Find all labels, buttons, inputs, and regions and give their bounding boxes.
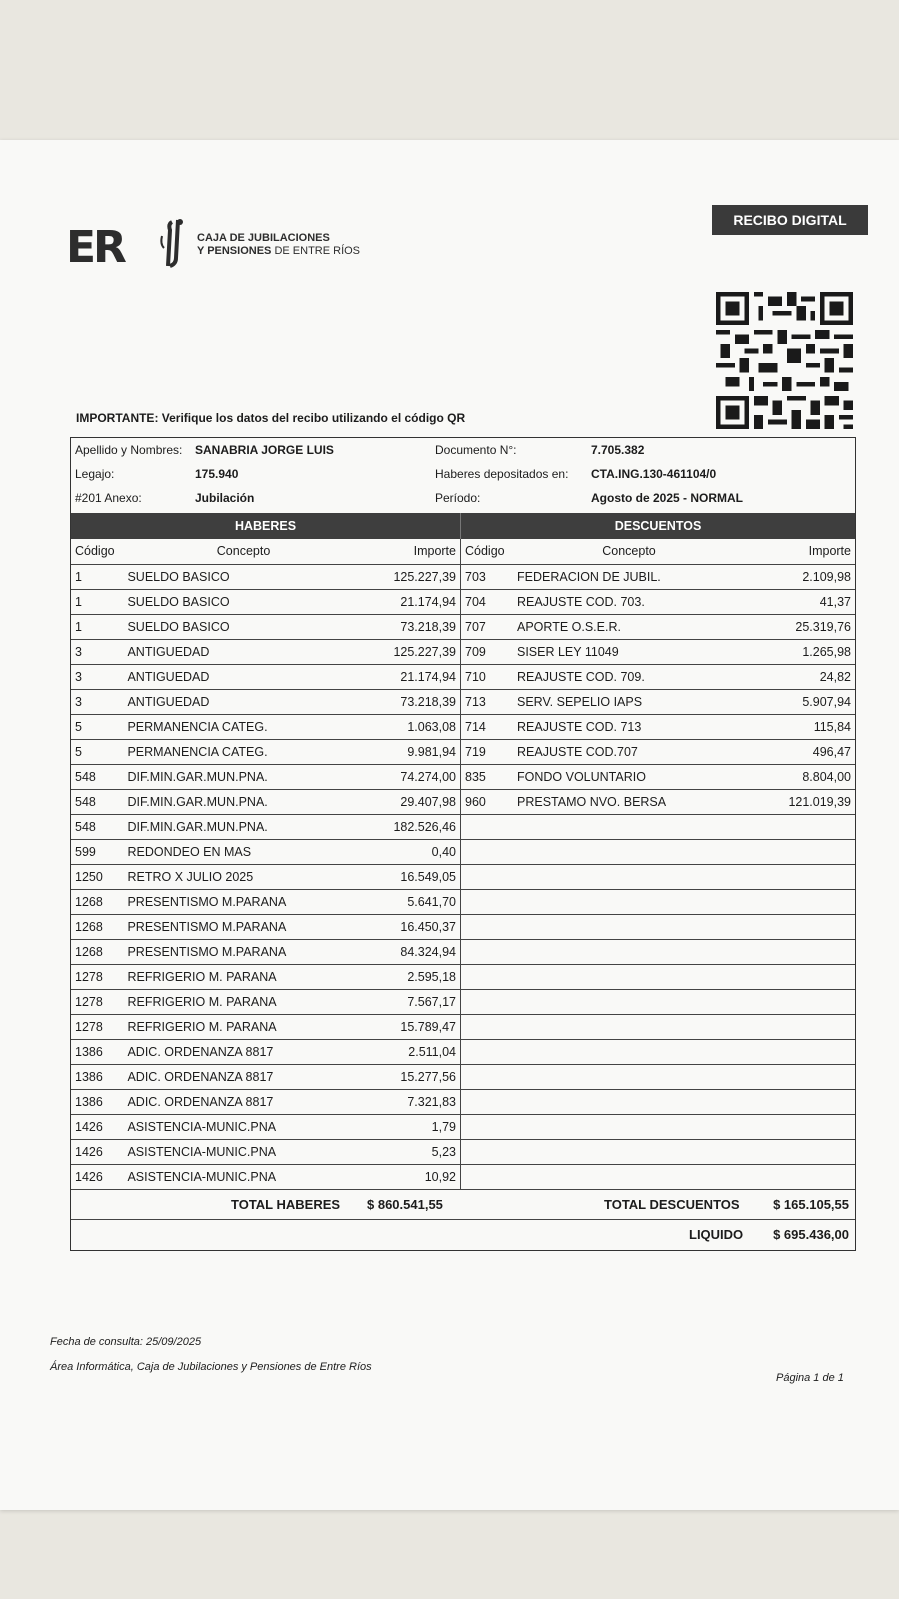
- descuentos-cell-codigo: [461, 1139, 513, 1164]
- descuentos-cell-concepto: [513, 839, 745, 864]
- descuentos-cell-codigo: 707: [461, 614, 513, 639]
- haberes-col-concepto: Concepto: [123, 539, 363, 564]
- descuentos-cell-importe: [745, 814, 855, 839]
- descuentos-row: [461, 939, 855, 964]
- haberes-cell-concepto: DIF.MIN.GAR.MUN.PNA.: [123, 764, 363, 789]
- descuentos-cell-concepto: PRESTAMO NVO. BERSA: [513, 789, 745, 814]
- descuentos-row: [461, 589, 855, 614]
- descuentos-row: [461, 1164, 855, 1189]
- important-notice: IMPORTANTE: Verifique los datos del recibo utilizando el código QR: [76, 411, 466, 425]
- descuentos-cell-concepto: [513, 1089, 745, 1114]
- descuentos-cell-importe: [745, 1014, 855, 1039]
- legajo-label: Legajo:: [75, 467, 115, 481]
- descuentos-cell-concepto: [513, 1164, 745, 1189]
- descuentos-cell-importe: [745, 1139, 855, 1164]
- descuentos-cell-codigo: [461, 839, 513, 864]
- er-logo: ER: [66, 222, 124, 273]
- descuentos-cell-importe: 8.804,00: [745, 764, 855, 789]
- haberes-cell-codigo: 5: [71, 739, 123, 764]
- descuentos-cell-concepto: REAJUSTE COD.707: [513, 739, 745, 764]
- haberes-row: [71, 689, 461, 714]
- haberes-cell-codigo: 1426: [71, 1139, 123, 1164]
- haberes-col-importe: Importe: [364, 539, 461, 564]
- haberes-row: [71, 814, 461, 839]
- haberes-cell-codigo: 1278: [71, 1014, 123, 1039]
- haberes-row: [71, 989, 461, 1014]
- fecha-consulta: Fecha de consulta: 25/09/2025: [50, 1336, 202, 1348]
- descuentos-cell-codigo: 710: [461, 664, 513, 689]
- haberes-cell-codigo: 5: [71, 714, 123, 739]
- haberes-cell-concepto: PRESENTISMO M.PARANA: [123, 939, 363, 964]
- haberes-cell-concepto: ANTIGUEDAD: [123, 689, 363, 714]
- haberes-cell-concepto: ANTIGUEDAD: [123, 639, 363, 664]
- haberes-cell-concepto: ASISTENCIA-MUNIC.PNA: [123, 1164, 363, 1189]
- descuentos-row: [461, 814, 855, 839]
- descuentos-cell-codigo: 704: [461, 589, 513, 614]
- descuentos-cell-importe: 2.109,98: [745, 564, 855, 589]
- haberes-table: [71, 539, 461, 1190]
- descuentos-cell-importe: 25.319,76: [745, 614, 855, 639]
- descuentos-cell-importe: 121.019,39: [745, 789, 855, 814]
- descuentos-row: [461, 564, 855, 589]
- haberes-cell-concepto: DIF.MIN.GAR.MUN.PNA.: [123, 789, 363, 814]
- descuentos-cell-importe: [745, 989, 855, 1014]
- descuentos-row: [461, 714, 855, 739]
- haberes-cell-codigo: 1250: [71, 864, 123, 889]
- descuentos-cell-concepto: [513, 989, 745, 1014]
- haberes-row: [71, 839, 461, 864]
- descuentos-cell-codigo: [461, 814, 513, 839]
- haberes-row: [71, 1114, 461, 1139]
- descuentos-cell-codigo: [461, 1014, 513, 1039]
- haberes-cell-concepto: PRESENTISMO M.PARANA: [123, 889, 363, 914]
- descuentos-cell-concepto: [513, 1139, 745, 1164]
- haberes-cell-concepto: REFRIGERIO M. PARANA: [123, 964, 363, 989]
- haberes-cell-importe: 1.063,08: [364, 714, 461, 739]
- haberes-cell-importe: 21.174,94: [364, 664, 461, 689]
- liquido-value: $ 695.436,00: [773, 1226, 849, 1242]
- haberes-cell-codigo: 548: [71, 764, 123, 789]
- descuentos-row: [461, 839, 855, 864]
- haberes-cell-concepto: PERMANENCIA CATEG.: [123, 714, 363, 739]
- haberes-cell-codigo: 1268: [71, 914, 123, 939]
- haberes-row: [71, 739, 461, 764]
- organization-name: CAJA DE JUBILACIONES Y PENSIONES DE ENTRE RÍOS: [197, 232, 361, 257]
- haberes-row: [71, 664, 461, 689]
- descuentos-cell-codigo: 719: [461, 739, 513, 764]
- haberes-cell-importe: 29.407,98: [364, 789, 461, 814]
- descuentos-row: [461, 739, 855, 764]
- descuentos-cell-importe: [745, 964, 855, 989]
- descuentos-cell-codigo: [461, 864, 513, 889]
- total-descuentos-value: $ 165.105,55: [773, 1196, 849, 1212]
- haberes-cell-importe: 7.321,83: [364, 1089, 461, 1114]
- totals-row: [71, 1190, 855, 1220]
- descuentos-cell-codigo: 835: [461, 764, 513, 789]
- descuentos-cell-concepto: FONDO VOLUNTARIO: [513, 764, 745, 789]
- haberes-row: [71, 614, 461, 639]
- periodo-label: Período:: [435, 491, 481, 505]
- haberes-cell-importe: 10,92: [364, 1164, 461, 1189]
- descuentos-row: [461, 764, 855, 789]
- total-haberes-label: TOTAL HABERES: [231, 1196, 341, 1212]
- haberes-cell-concepto: SUELDO BASICO: [123, 589, 363, 614]
- haberes-cell-concepto: ADIC. ORDENANZA 8817: [123, 1039, 363, 1064]
- descuentos-row: [461, 789, 855, 814]
- descuentos-cell-concepto: [513, 939, 745, 964]
- descuentos-col-concepto: Concepto: [513, 539, 745, 564]
- haberes-cell-importe: 74.274,00: [364, 764, 461, 789]
- haberes-cell-codigo: 548: [71, 814, 123, 839]
- anexo-value: Jubilación: [195, 491, 255, 505]
- descuentos-cell-concepto: REAJUSTE COD. 713: [513, 714, 745, 739]
- area-informatica: Área Informática, Caja de Jubilaciones y Pensiones de Entre Ríos: [50, 1361, 372, 1373]
- haberes-cell-importe: 182.526,46: [364, 814, 461, 839]
- haberes-cell-concepto: ASISTENCIA-MUNIC.PNA: [123, 1139, 363, 1164]
- haberes-cell-codigo: 1426: [71, 1114, 123, 1139]
- descuentos-col-importe: Importe: [745, 539, 855, 564]
- haberes-cell-concepto: ASISTENCIA-MUNIC.PNA: [123, 1114, 363, 1139]
- haberes-row: [71, 639, 461, 664]
- haberes-cell-codigo: 599: [71, 839, 123, 864]
- haberes-cell-importe: 16.450,37: [364, 914, 461, 939]
- descuentos-cell-importe: [745, 889, 855, 914]
- haberes-cell-concepto: REDONDEO EN MAS: [123, 839, 363, 864]
- descuentos-cell-concepto: [513, 914, 745, 939]
- descuentos-cell-importe: 115,84: [745, 714, 855, 739]
- descuentos-cell-concepto: APORTE O.S.E.R.: [513, 614, 745, 639]
- descuentos-row: [461, 614, 855, 639]
- descuentos-row: [461, 914, 855, 939]
- haberes-cell-codigo: 1278: [71, 964, 123, 989]
- total-haberes-value: $ 860.541,55: [367, 1196, 443, 1212]
- descuentos-row: [461, 964, 855, 989]
- haberes-header: HABERES: [71, 513, 461, 539]
- descuentos-cell-importe: [745, 1064, 855, 1089]
- haberes-cell-concepto: RETRO X JULIO 2025: [123, 864, 363, 889]
- haberes-cell-importe: 16.549,05: [364, 864, 461, 889]
- haberes-cell-codigo: 1268: [71, 889, 123, 914]
- descuentos-cell-codigo: 703: [461, 564, 513, 589]
- haberes-cell-concepto: PRESENTISMO M.PARANA: [123, 914, 363, 939]
- haberes-col-codigo: Código: [71, 539, 123, 564]
- haberes-cell-importe: 15.789,47: [364, 1014, 461, 1039]
- descuentos-cell-codigo: [461, 1039, 513, 1064]
- descuentos-cell-codigo: [461, 1089, 513, 1114]
- haberes-cell-importe: 73.218,39: [364, 689, 461, 714]
- descuentos-cell-codigo: [461, 914, 513, 939]
- haberes-cell-codigo: 1278: [71, 989, 123, 1014]
- descuentos-row: [461, 1039, 855, 1064]
- haberes-row: [71, 714, 461, 739]
- haberes-cell-importe: 5,23: [364, 1139, 461, 1164]
- haberes-row: [71, 864, 461, 889]
- haberes-cell-codigo: 548: [71, 789, 123, 814]
- descuentos-row: [461, 989, 855, 1014]
- haberes-cell-concepto: REFRIGERIO M. PARANA: [123, 989, 363, 1014]
- haberes-cell-codigo: 1: [71, 614, 123, 639]
- descuentos-table: [461, 539, 855, 1190]
- haberes-cell-concepto: ANTIGUEDAD: [123, 664, 363, 689]
- descuentos-cell-importe: 5.907,94: [745, 689, 855, 714]
- haberes-cell-concepto: ADIC. ORDENANZA 8817: [123, 1089, 363, 1114]
- legajo-value: 175.940: [195, 467, 239, 481]
- descuentos-cell-concepto: [513, 1114, 745, 1139]
- haberes-cell-importe: 7.567,17: [364, 989, 461, 1014]
- haberes-cell-importe: 125.227,39: [364, 564, 461, 589]
- haberes-row: [71, 914, 461, 939]
- descuentos-cell-codigo: 714: [461, 714, 513, 739]
- recibo-digital-badge: RECIBO DIGITAL: [712, 205, 868, 235]
- haberes-row: [71, 939, 461, 964]
- haberes-cell-importe: 5.641,70: [364, 889, 461, 914]
- haberes-cell-concepto: SUELDO BASICO: [123, 564, 363, 589]
- descuentos-row: [461, 689, 855, 714]
- haberes-cell-importe: 73.218,39: [364, 614, 461, 639]
- haberes-cell-concepto: SUELDO BASICO: [123, 614, 363, 639]
- descuentos-cell-concepto: [513, 864, 745, 889]
- descuentos-cell-importe: [745, 914, 855, 939]
- qr-code-icon[interactable]: [716, 292, 853, 429]
- haberes-row: [71, 789, 461, 814]
- descuentos-row: [461, 664, 855, 689]
- haberes-cell-concepto: PERMANENCIA CATEG.: [123, 739, 363, 764]
- haberes-row: [71, 964, 461, 989]
- descuentos-cell-codigo: 960: [461, 789, 513, 814]
- descuentos-row: [461, 1064, 855, 1089]
- haberes-cell-importe: 1,79: [364, 1114, 461, 1139]
- documento-value: 7.705.382: [591, 443, 645, 457]
- haberes-cell-concepto: REFRIGERIO M. PARANA: [123, 1014, 363, 1039]
- descuentos-cell-codigo: 713: [461, 689, 513, 714]
- haberes-row: [71, 589, 461, 614]
- descuentos-col-codigo: Código: [461, 539, 513, 564]
- apellido-value: SANABRIA JORGE LUIS: [195, 443, 334, 457]
- descuentos-cell-codigo: [461, 939, 513, 964]
- descuentos-cell-concepto: [513, 1014, 745, 1039]
- descuentos-cell-importe: [745, 839, 855, 864]
- haberes-row: [71, 564, 461, 589]
- descuentos-cell-codigo: [461, 964, 513, 989]
- haberes-cell-importe: 9.981,94: [364, 739, 461, 764]
- haberes-row: [71, 1014, 461, 1039]
- haberes-cell-codigo: 1386: [71, 1089, 123, 1114]
- haberes-cell-importe: 0,40: [364, 839, 461, 864]
- haberes-cell-concepto: DIF.MIN.GAR.MUN.PNA.: [123, 814, 363, 839]
- descuentos-cell-codigo: [461, 1164, 513, 1189]
- descuentos-cell-importe: [745, 1089, 855, 1114]
- anexo-label: #201 Anexo:: [75, 491, 142, 505]
- liquido-label: LIQUIDO: [689, 1226, 744, 1242]
- descuentos-cell-codigo: [461, 989, 513, 1014]
- descuentos-cell-codigo: 709: [461, 639, 513, 664]
- descuentos-cell-importe: [745, 1164, 855, 1189]
- descuentos-cell-codigo: [461, 1064, 513, 1089]
- descuentos-cell-concepto: [513, 1064, 745, 1089]
- descuentos-cell-concepto: [513, 814, 745, 839]
- descuentos-row: [461, 864, 855, 889]
- haberes-cell-importe: 125.227,39: [364, 639, 461, 664]
- haberes-cell-codigo: 1268: [71, 939, 123, 964]
- descuentos-cell-importe: [745, 939, 855, 964]
- descuentos-row: [461, 1014, 855, 1039]
- descuentos-cell-importe: [745, 864, 855, 889]
- receipt-table: [70, 513, 856, 1251]
- descuentos-cell-importe: 1.265,98: [745, 639, 855, 664]
- descuentos-cell-concepto: [513, 1039, 745, 1064]
- haberes-cell-codigo: 3: [71, 664, 123, 689]
- haberes-row: [71, 1139, 461, 1164]
- descuentos-row: [461, 1089, 855, 1114]
- descuentos-cell-concepto: FEDERACION DE JUBIL.: [513, 564, 745, 589]
- haberes-row: [71, 764, 461, 789]
- documento-label: Documento N°:: [435, 443, 517, 457]
- haberes-row: [71, 1039, 461, 1064]
- descuentos-cell-concepto: [513, 964, 745, 989]
- haberes-row: [71, 1064, 461, 1089]
- descuentos-cell-importe: [745, 1114, 855, 1139]
- haberes-cell-importe: 2.511,04: [364, 1039, 461, 1064]
- liquido-row: [71, 1220, 855, 1250]
- descuentos-cell-codigo: [461, 1114, 513, 1139]
- haberes-depositados-label: Haberes depositados en:: [435, 467, 569, 481]
- haberes-cell-importe: 2.595,18: [364, 964, 461, 989]
- descuentos-cell-concepto: SERV. SEPELIO IAPS: [513, 689, 745, 714]
- caja-logo-icon: [158, 218, 190, 270]
- descuentos-cell-concepto: SISER LEY 11049: [513, 639, 745, 664]
- apellido-label: Apellido y Nombres:: [75, 443, 183, 457]
- haberes-cell-concepto: ADIC. ORDENANZA 8817: [123, 1064, 363, 1089]
- haberes-row: [71, 1089, 461, 1114]
- descuentos-header: DESCUENTOS: [461, 513, 855, 539]
- haberes-cell-codigo: 3: [71, 639, 123, 664]
- descuentos-cell-importe: 24,82: [745, 664, 855, 689]
- haberes-cell-codigo: 1: [71, 564, 123, 589]
- descuentos-row: [461, 639, 855, 664]
- descuentos-cell-importe: 41,37: [745, 589, 855, 614]
- total-descuentos-label: TOTAL DESCUENTOS: [604, 1196, 740, 1212]
- haberes-cell-codigo: 1: [71, 589, 123, 614]
- descuentos-cell-importe: 496,47: [745, 739, 855, 764]
- haberes-row: [71, 1164, 461, 1189]
- descuentos-row: [461, 889, 855, 914]
- periodo-value: Agosto de 2025 - NORMAL: [591, 491, 744, 505]
- descuentos-cell-concepto: REAJUSTE COD. 703.: [513, 589, 745, 614]
- haberes-cell-importe: 15.277,56: [364, 1064, 461, 1089]
- haberes-cell-codigo: 1386: [71, 1064, 123, 1089]
- descuentos-row: [461, 1139, 855, 1164]
- haberes-row: [71, 889, 461, 914]
- haberes-cell-importe: 21.174,94: [364, 589, 461, 614]
- descuentos-cell-concepto: [513, 889, 745, 914]
- descuentos-cell-importe: [745, 1039, 855, 1064]
- descuentos-cell-concepto: REAJUSTE COD. 709.: [513, 664, 745, 689]
- haberes-cell-codigo: 3: [71, 689, 123, 714]
- haberes-cell-codigo: 1426: [71, 1164, 123, 1189]
- haberes-depositados-value: CTA.ING.130-461104/0: [591, 467, 717, 481]
- haberes-cell-codigo: 1386: [71, 1039, 123, 1064]
- descuentos-cell-codigo: [461, 889, 513, 914]
- page-number: Página 1 de 1: [776, 1372, 844, 1384]
- beneficiary-info: [70, 437, 856, 513]
- haberes-cell-importe: 84.324,94: [364, 939, 461, 964]
- descuentos-row: [461, 1114, 855, 1139]
